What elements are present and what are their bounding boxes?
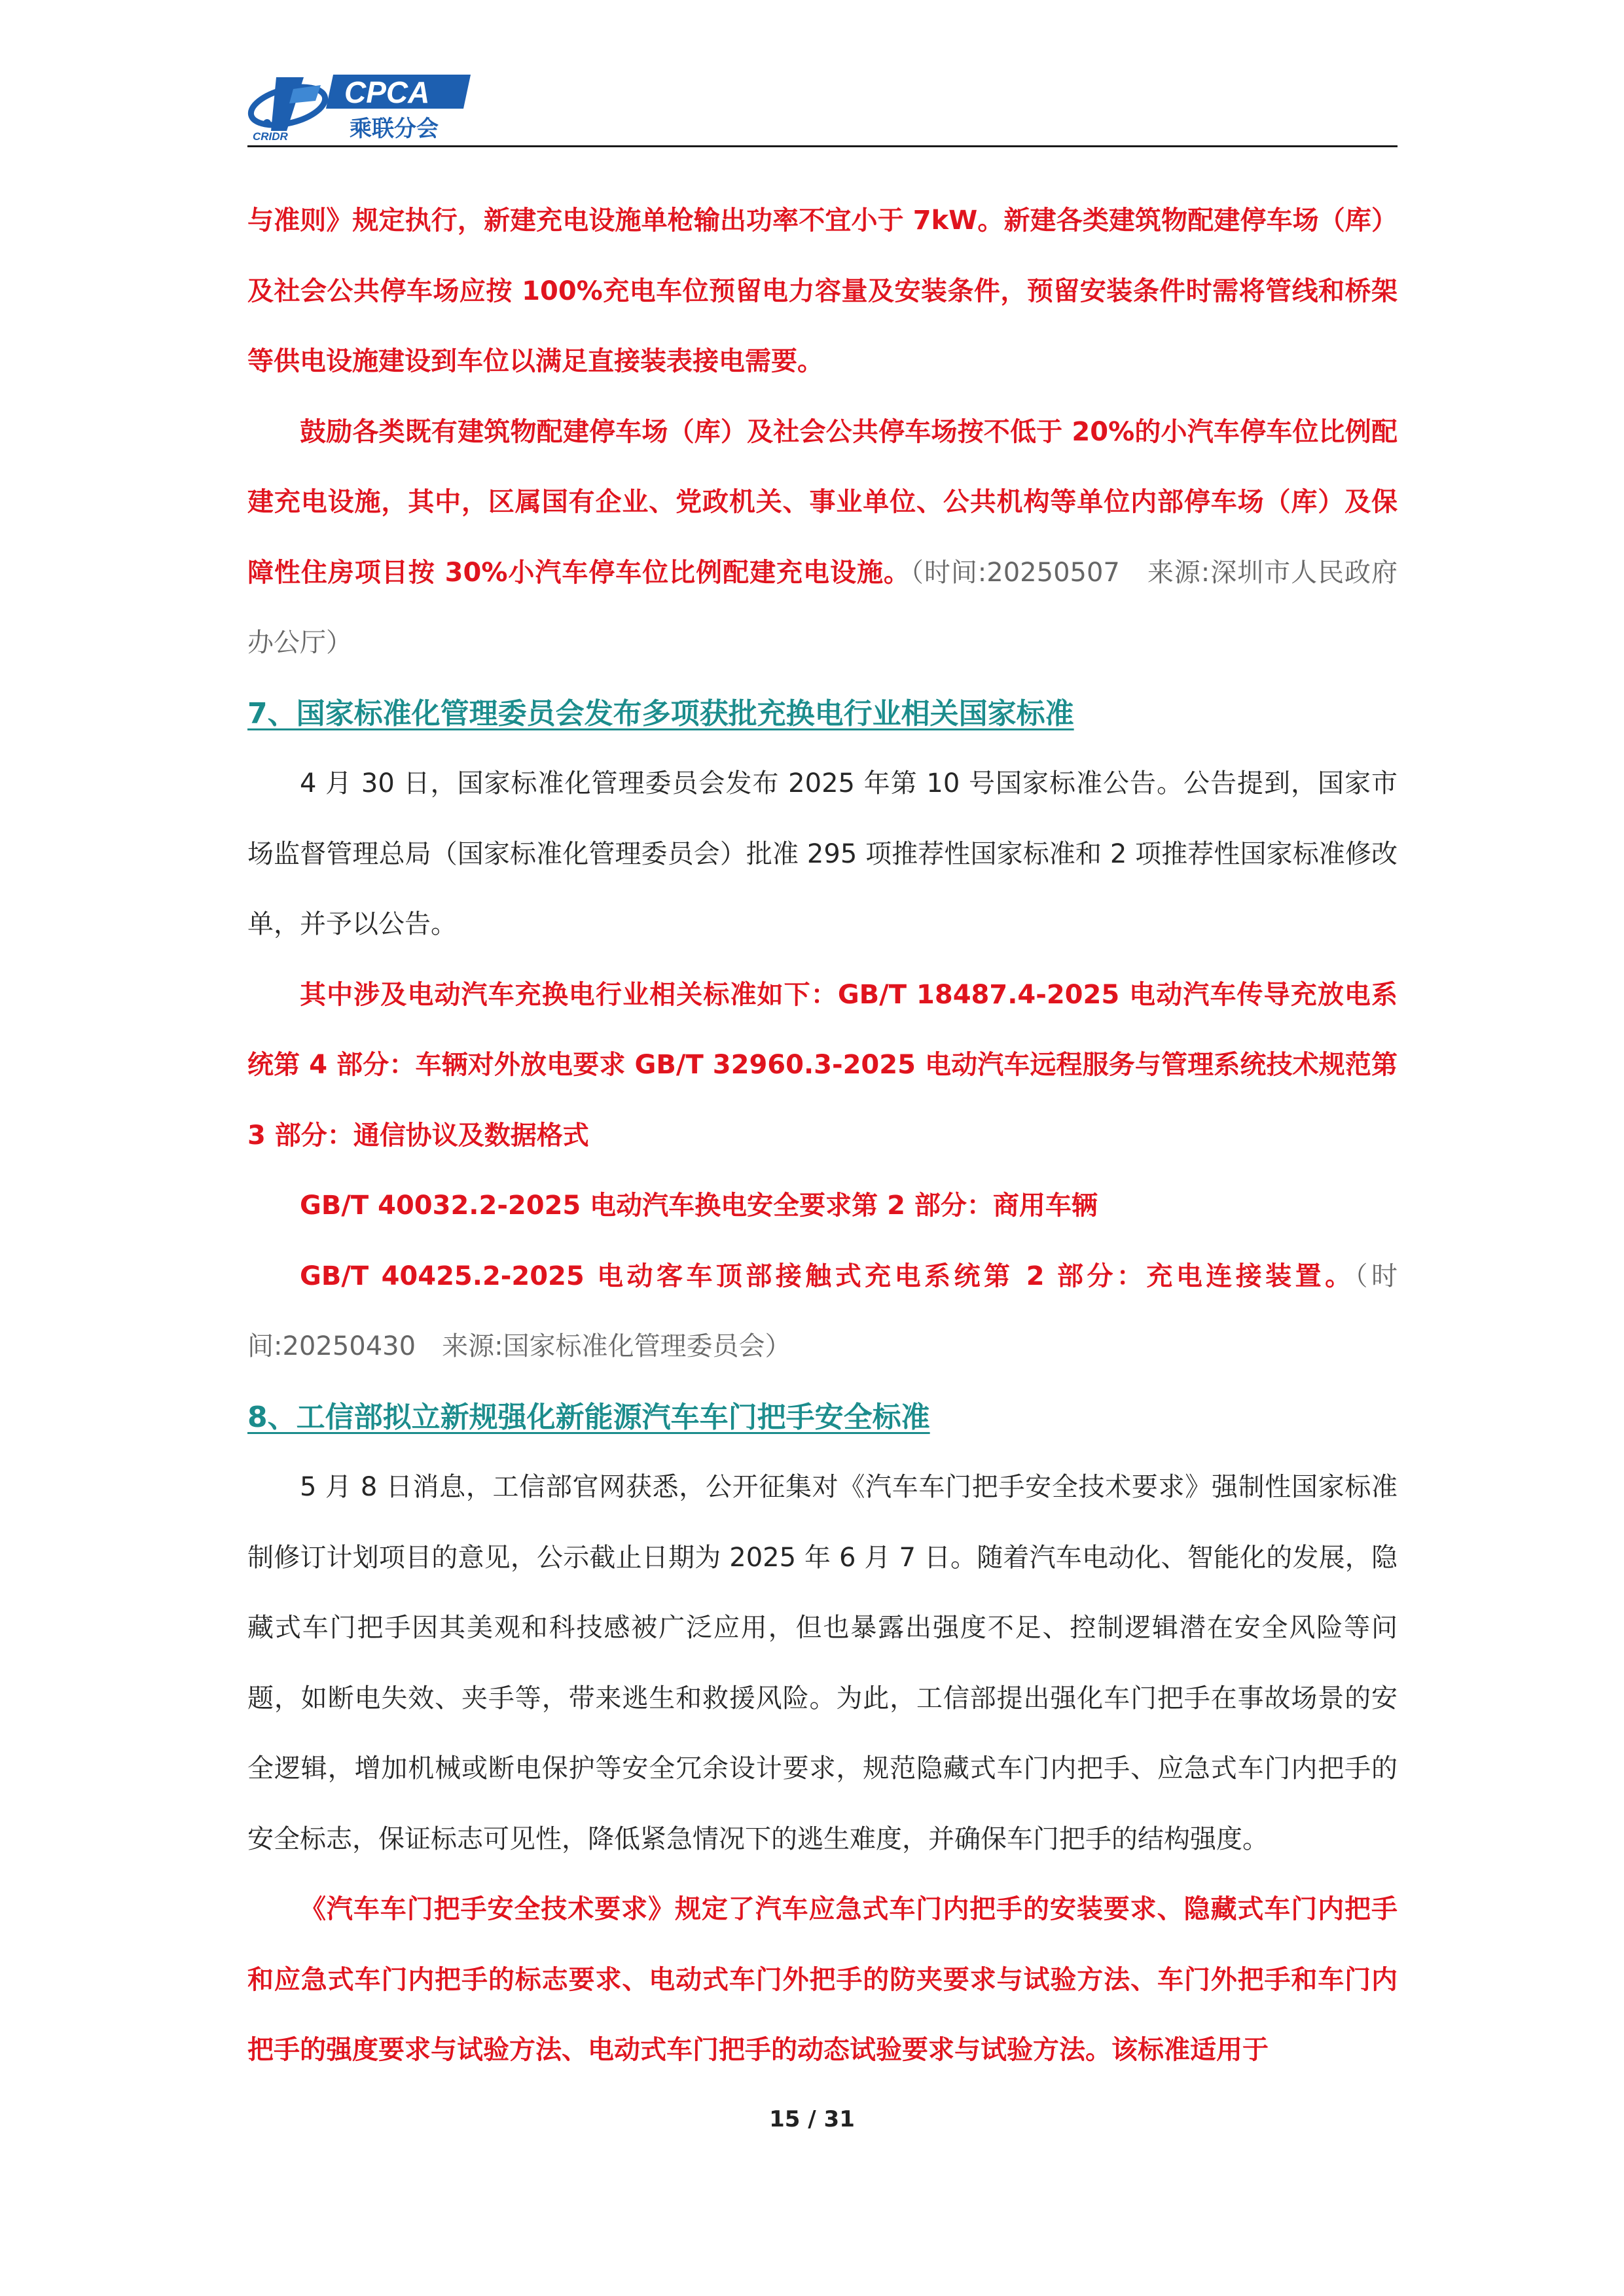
page-number: 15 / 31	[769, 2106, 855, 2132]
svg-text:CRIDR: CRIDR	[253, 130, 288, 143]
source-note: （时间:20250430 来源:国家标准化管理委员会）	[247, 1261, 1398, 1361]
section-8-title: 8、工信部拟立新规强化新能源汽车车门把手安全标准	[247, 1400, 930, 1434]
section-7-title: 7、国家标准化管理委员会发布多项获批充换电行业相关国家标准	[247, 696, 1074, 730]
section-7-paragraph-3: GB/T 40032.2-2025 电动汽车换电安全要求第 2 部分：商用车辆	[300, 1191, 1098, 1221]
section-7-paragraph-4: GB/T 40425.2-2025 电动客车顶部接触式充电系统第 2 部分：充电连接装置。（时间:20250430 来源:国家标准化管理委员会）	[247, 1261, 1398, 1361]
section-7-paragraph-1: 4 月 30 日，国家标准化管理委员会发布 2025 年第 10 号国家标准公告。公告提到，国家市场监督管理总局（国家标准化管理委员会）批准 295 项推荐性国家标准和 2 项推荐性国家标准修改单，并予以公告。	[247, 768, 1398, 939]
section-7-paragraph-2: 其中涉及电动汽车充换电行业相关标准如下：GB/T 18487.4-2025 电动汽车传导充放电系统第 4 部分：车辆对外放电要求 GB/T 32960.3-2025 电动汽车远程服务与管理系统技术规范第 3 部分：通信协议及数据格式	[247, 979, 1398, 1151]
header-divider	[247, 145, 1398, 147]
svg-text:CPCA: CPCA	[344, 75, 430, 109]
svg-text:乘联分会: 乘联分会	[350, 116, 439, 142]
swoosh-icon	[247, 77, 329, 132]
section-8-paragraph-2: 《汽车车门把手安全技术要求》规定了汽车应急式车门内把手的安装要求、隐藏式车门内把手和应急式车门内把手的标志要求、电动式车门外把手的防夹要求与试验方法、车门外把手和车门内把手的强度要求与试验方法、电动式车门把手的动态试验要求与试验方法。该标准适用于	[247, 1894, 1398, 2065]
cpca-logo	[247, 65, 483, 144]
paragraph-charging-requirements: 与准则》规定执行，新建充电设施单枪输出功率不宜小于 7kW。新建各类建筑物配建停车场（库）及社会公共停车场应按 100%充电车位预留电力容量及安装条件，预留安装条件时需将管线和桥架等供电设施建设到车位以满足直接装表接电需要。	[247, 206, 1398, 376]
page-header	[247, 65, 1398, 148]
paragraph-existing-parking: 鼓励各类既有建筑物配建停车场（库）及社会公共停车场按不低于 20%的小汽车停车位比例配建充电设施，其中，区属国有企业、党政机关、事业单位、公共机构等单位内部停车场（库）及保障性住房项目按 30%小汽车停车位比例配建充电设施。（时间:20250507 来源:深圳市人民政府办公厅）	[247, 416, 1398, 658]
section-8-paragraph-1: 5 月 8 日消息，工信部官网获悉，公开征集对《汽车车门把手安全技术要求》强制性国家标准制修订计划项目的意见，公示截止日期为 2025 年 6 月 7 日。随着汽车电动化、智能化的发展，隐藏式车门把手因其美观和科技感被广泛应用，但也暴露出强度不足、控制逻辑潜在安全风险等问题，如断电失效、夹手等，带来逃生和救援风险。为此，工信部提出强化车门把手在事故场景的安全逻辑，增加机械或断电保护等安全冗余设计要求，规范隐藏式车门内把手、应急式车门内把手的安全标志，保证标志可见性，降低紧急情况下的逃生难度，并确保车门把手的结构强度。	[247, 1472, 1398, 1854]
document-body	[247, 186, 1398, 2086]
source-note: （时间:20250507 来源:深圳市人民政府办公厅）	[247, 557, 1398, 658]
